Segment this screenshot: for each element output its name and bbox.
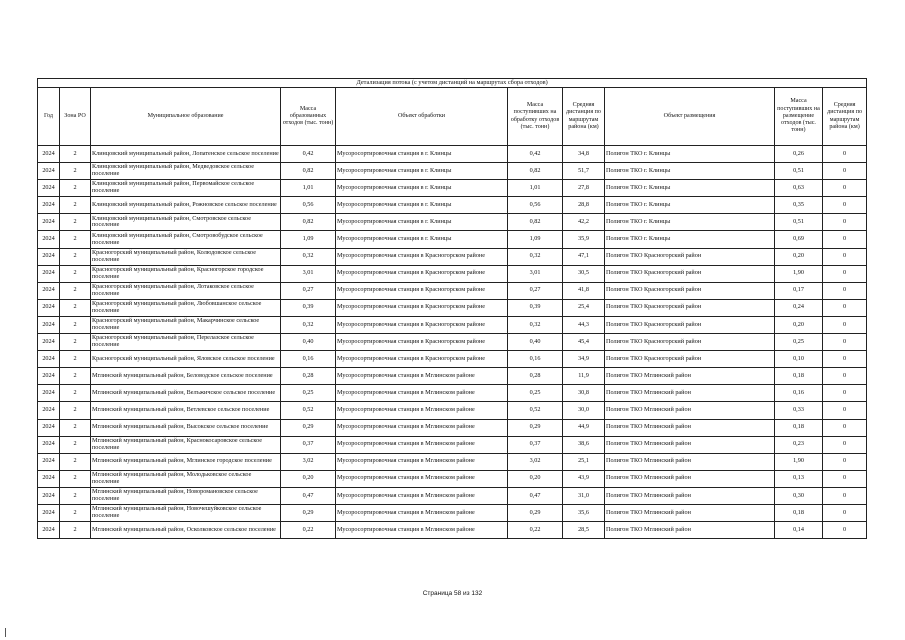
cell-disposal-object: Полигон ТКО Мглинский район: [605, 368, 775, 385]
cell-municipality: Красногорский муниципальный район, Любовшанское сельское поселение: [91, 299, 281, 316]
cell-year: 2024: [38, 487, 60, 504]
cell-mass-to-processing: 0,37: [508, 436, 563, 453]
table-row: [38, 504, 867, 521]
cell-year: 2024: [38, 282, 60, 299]
cell-municipality: Мглинский муниципальный район, Ветлевское сельское поселение: [91, 402, 281, 419]
cell-mass-generated: 0,22: [281, 522, 336, 539]
cell-mass-generated: 0,16: [281, 351, 336, 368]
cell-avg-distance-route: 28,8: [563, 197, 605, 214]
cell-mass-generated: 0,82: [281, 214, 336, 231]
cell-mass-to-processing: 0,32: [508, 316, 563, 333]
page-number: Страница 58 из 132: [422, 590, 483, 597]
cell-municipality: Клинцовский муниципальный район, Рожновское сельское поселение: [91, 197, 281, 214]
cell-disposal-object: Полигон ТКО г. Клинцы: [605, 231, 775, 248]
cell-mass-generated: 0,25: [281, 385, 336, 402]
table-row: [38, 146, 867, 163]
cell-mass-generated: 0,40: [281, 334, 336, 351]
cell-mass-to-processing: 0,20: [508, 470, 563, 487]
cell-mass-to-disposal: 0,16: [775, 385, 823, 402]
edge-mark: [5, 628, 6, 637]
cell-processing-object: Мусоросортировочная станция в Красногорском районе: [336, 282, 508, 299]
header-disposal-object: Объект размещения: [605, 88, 775, 146]
waste-flow-table: [37, 78, 867, 539]
cell-municipality: Красногорский муниципальный район, Яловское сельское поселение: [91, 351, 281, 368]
cell-municipality: Мглинский муниципальный район, Краснокосаровское сельское поселение: [91, 436, 281, 453]
cell-avg-distance-disposal: 0: [823, 402, 867, 419]
cell-mass-generated: 0,52: [281, 402, 336, 419]
cell-disposal-object: Полигон ТКО Мглинский район: [605, 385, 775, 402]
cell-avg-distance-route: 38,6: [563, 436, 605, 453]
cell-avg-distance-route: 30,0: [563, 402, 605, 419]
cell-disposal-object: Полигон ТКО Мглинский район: [605, 453, 775, 470]
cell-municipality: Красногорский муниципальный район, Красногорское городское поселение: [91, 265, 281, 282]
cell-year: 2024: [38, 248, 60, 265]
cell-avg-distance-route: 42,2: [563, 214, 605, 231]
cell-disposal-object: Полигон ТКО Мглинский район: [605, 470, 775, 487]
cell-zone: 2: [60, 487, 91, 504]
cell-municipality: Клинцовский муниципальный район, Медведовское сельское поселение: [91, 163, 281, 180]
cell-mass-to-disposal: 0,18: [775, 368, 823, 385]
cell-mass-generated: 0,32: [281, 316, 336, 333]
cell-avg-distance-route: 30,5: [563, 265, 605, 282]
cell-mass-to-processing: 0,25: [508, 385, 563, 402]
cell-avg-distance-disposal: 0: [823, 487, 867, 504]
cell-year: 2024: [38, 334, 60, 351]
cell-avg-distance-route: 27,8: [563, 180, 605, 197]
cell-mass-to-disposal: 0,30: [775, 487, 823, 504]
cell-year: 2024: [38, 436, 60, 453]
cell-processing-object: Мусоросортировочная станция в Красногорском районе: [336, 316, 508, 333]
cell-disposal-object: Полигон ТКО Мглинский район: [605, 436, 775, 453]
header-year: Год: [38, 88, 60, 146]
cell-avg-distance-route: 44,3: [563, 316, 605, 333]
cell-mass-generated: 0,20: [281, 470, 336, 487]
cell-year: 2024: [38, 419, 60, 436]
table-row: [38, 265, 867, 282]
cell-disposal-object: Полигон ТКО Мглинский район: [605, 402, 775, 419]
cell-processing-object: Мусоросортировочная станция в Красногорском районе: [336, 248, 508, 265]
cell-mass-to-disposal: 0,33: [775, 402, 823, 419]
table-body: [38, 146, 867, 539]
cell-mass-to-disposal: 0,20: [775, 316, 823, 333]
cell-mass-generated: 0,82: [281, 163, 336, 180]
cell-mass-to-processing: 0,52: [508, 402, 563, 419]
cell-mass-to-disposal: 0,24: [775, 299, 823, 316]
cell-disposal-object: Полигон ТКО г. Клинцы: [605, 180, 775, 197]
cell-mass-to-disposal: 0,26: [775, 146, 823, 163]
cell-processing-object: Мусоросортировочная станция в Мглинском районе: [336, 470, 508, 487]
cell-processing-object: Мусоросортировочная станция в Мглинском районе: [336, 453, 508, 470]
cell-zone: 2: [60, 385, 91, 402]
table-row: [38, 522, 867, 539]
cell-avg-distance-route: 30,8: [563, 385, 605, 402]
table-row: [38, 197, 867, 214]
cell-mass-generated: 0,32: [281, 248, 336, 265]
cell-mass-generated: 1,09: [281, 231, 336, 248]
cell-zone: 2: [60, 180, 91, 197]
header-mass-to-processing: Масса поступивших на обработку отходов (тыс. тонн): [508, 88, 563, 146]
cell-municipality: Мглинский муниципальный район, Велъжичское сельское поселение: [91, 385, 281, 402]
cell-processing-object: Мусоросортировочная станция в Мглинском районе: [336, 504, 508, 521]
table-row: [38, 385, 867, 402]
cell-mass-to-disposal: 0,10: [775, 351, 823, 368]
table-row: [38, 316, 867, 333]
table-row: [38, 334, 867, 351]
cell-zone: 2: [60, 231, 91, 248]
cell-disposal-object: Полигон ТКО Красногорский район: [605, 316, 775, 333]
header-avg-distance-route: Средняя дистанция по маршрутам района (км): [563, 88, 605, 146]
cell-avg-distance-route: 35,9: [563, 231, 605, 248]
cell-processing-object: Мусоросортировочная станция в Красногорском районе: [336, 334, 508, 351]
cell-processing-object: Мусоросортировочная станция в г. Клинцы: [336, 146, 508, 163]
cell-mass-to-processing: 0,40: [508, 334, 563, 351]
cell-mass-generated: 0,42: [281, 146, 336, 163]
cell-zone: 2: [60, 282, 91, 299]
data-table-container: [37, 78, 866, 539]
cell-processing-object: Мусоросортировочная станция в Мглинском районе: [336, 419, 508, 436]
cell-municipality: Мглинский муниципальный район, Новоромановское сельское поселение: [91, 487, 281, 504]
cell-mass-to-disposal: 0,51: [775, 214, 823, 231]
cell-municipality: Красногорский муниципальный район, Перелазское сельское поселение: [91, 334, 281, 351]
cell-avg-distance-disposal: 0: [823, 436, 867, 453]
cell-mass-to-disposal: 1,90: [775, 453, 823, 470]
cell-avg-distance-disposal: 0: [823, 368, 867, 385]
cell-municipality: Клинцовский муниципальный район, Лопатенское сельское поселение: [91, 146, 281, 163]
table-row: [38, 231, 867, 248]
cell-disposal-object: Полигон ТКО Мглинский район: [605, 419, 775, 436]
cell-disposal-object: Полигон ТКО Мглинский район: [605, 504, 775, 521]
cell-year: 2024: [38, 299, 60, 316]
cell-mass-to-processing: 3,01: [508, 265, 563, 282]
cell-zone: 2: [60, 299, 91, 316]
cell-avg-distance-route: 45,4: [563, 334, 605, 351]
header-avg-distance-disposal: Средняя дистанция по маршрутам района (км): [823, 88, 867, 146]
cell-year: 2024: [38, 316, 60, 333]
table-row: [38, 282, 867, 299]
cell-zone: 2: [60, 197, 91, 214]
cell-avg-distance-disposal: 0: [823, 522, 867, 539]
cell-processing-object: Мусоросортировочная станция в Мглинском районе: [336, 385, 508, 402]
table-row: [38, 180, 867, 197]
cell-processing-object: Мусоросортировочная станция в г. Клинцы: [336, 163, 508, 180]
cell-zone: 2: [60, 436, 91, 453]
cell-year: 2024: [38, 146, 60, 163]
cell-mass-generated: 0,56: [281, 197, 336, 214]
cell-disposal-object: Полигон ТКО Мглинский район: [605, 487, 775, 504]
cell-mass-to-processing: 0,32: [508, 248, 563, 265]
cell-zone: 2: [60, 316, 91, 333]
cell-zone: 2: [60, 146, 91, 163]
cell-mass-generated: 3,02: [281, 453, 336, 470]
cell-mass-to-processing: 0,16: [508, 351, 563, 368]
cell-year: 2024: [38, 231, 60, 248]
cell-avg-distance-disposal: 0: [823, 231, 867, 248]
cell-mass-generated: 0,37: [281, 436, 336, 453]
cell-avg-distance-route: 34,8: [563, 146, 605, 163]
cell-avg-distance-disposal: 0: [823, 470, 867, 487]
cell-mass-to-disposal: 0,20: [775, 248, 823, 265]
cell-processing-object: Мусоросортировочная станция в г. Клинцы: [336, 231, 508, 248]
cell-avg-distance-route: 28,5: [563, 522, 605, 539]
cell-disposal-object: Полигон ТКО Красногорский район: [605, 351, 775, 368]
cell-disposal-object: Полигон ТКО г. Клинцы: [605, 214, 775, 231]
cell-municipality: Клинцовский муниципальный район, Смотровское сельское поселение: [91, 214, 281, 231]
cell-disposal-object: Полигон ТКО Красногорский район: [605, 248, 775, 265]
cell-mass-to-processing: 0,29: [508, 419, 563, 436]
header-municipality: Муниципальное образование: [91, 88, 281, 146]
cell-year: 2024: [38, 197, 60, 214]
table-row: [38, 299, 867, 316]
cell-processing-object: Мусоросортировочная станция в Мглинском районе: [336, 402, 508, 419]
cell-avg-distance-disposal: 0: [823, 197, 867, 214]
cell-avg-distance-disposal: 0: [823, 180, 867, 197]
table-row: [38, 453, 867, 470]
cell-zone: 2: [60, 522, 91, 539]
cell-avg-distance-route: 51,7: [563, 163, 605, 180]
table-row: [38, 214, 867, 231]
cell-municipality: Красногорский муниципальный район, Лотаковское сельское поселение: [91, 282, 281, 299]
cell-disposal-object: Полигон ТКО г. Клинцы: [605, 163, 775, 180]
header-processing-object: Объект обработки: [336, 88, 508, 146]
cell-zone: 2: [60, 504, 91, 521]
cell-mass-to-disposal: 0,18: [775, 504, 823, 521]
cell-zone: 2: [60, 419, 91, 436]
table-row: [38, 368, 867, 385]
cell-avg-distance-route: 44,9: [563, 419, 605, 436]
cell-zone: 2: [60, 351, 91, 368]
cell-mass-to-processing: 0,39: [508, 299, 563, 316]
cell-processing-object: Мусоросортировочная станция в г. Клинцы: [336, 197, 508, 214]
table-banner: Детализация потока (с учетом дистанций на маршрутах сбора отходов): [38, 79, 867, 88]
cell-disposal-object: Полигон ТКО Красногорский район: [605, 299, 775, 316]
cell-disposal-object: Полигон ТКО г. Клинцы: [605, 197, 775, 214]
header-zone: Зона РО: [60, 88, 91, 146]
cell-year: 2024: [38, 180, 60, 197]
cell-zone: 2: [60, 334, 91, 351]
cell-mass-to-disposal: 0,14: [775, 522, 823, 539]
cell-mass-to-processing: 0,22: [508, 522, 563, 539]
cell-mass-to-processing: 0,47: [508, 487, 563, 504]
cell-municipality: Мглинский муниципальный район, Беловодское сельское поселение: [91, 368, 281, 385]
cell-avg-distance-disposal: 0: [823, 334, 867, 351]
table-row: [38, 487, 867, 504]
cell-year: 2024: [38, 504, 60, 521]
cell-disposal-object: Полигон ТКО Красногорский район: [605, 334, 775, 351]
cell-avg-distance-route: 11,9: [563, 368, 605, 385]
cell-mass-generated: 0,27: [281, 282, 336, 299]
cell-year: 2024: [38, 522, 60, 539]
cell-avg-distance-disposal: 0: [823, 163, 867, 180]
cell-mass-to-processing: 0,82: [508, 163, 563, 180]
cell-year: 2024: [38, 265, 60, 282]
table-row: [38, 470, 867, 487]
cell-avg-distance-disposal: 0: [823, 351, 867, 368]
cell-mass-to-processing: 0,29: [508, 504, 563, 521]
cell-disposal-object: Полигон ТКО г. Клинцы: [605, 146, 775, 163]
cell-avg-distance-disposal: 0: [823, 453, 867, 470]
cell-mass-to-processing: 0,56: [508, 197, 563, 214]
cell-avg-distance-disposal: 0: [823, 316, 867, 333]
cell-avg-distance-disposal: 0: [823, 214, 867, 231]
table-row: [38, 248, 867, 265]
cell-disposal-object: Полигон ТКО Красногорский район: [605, 265, 775, 282]
cell-mass-to-disposal: 1,90: [775, 265, 823, 282]
cell-zone: 2: [60, 470, 91, 487]
cell-zone: 2: [60, 368, 91, 385]
cell-mass-generated: 0,28: [281, 368, 336, 385]
cell-processing-object: Мусоросортировочная станция в Красногорском районе: [336, 299, 508, 316]
table-row: [38, 419, 867, 436]
cell-avg-distance-disposal: 0: [823, 504, 867, 521]
cell-processing-object: Мусоросортировочная станция в Мглинском районе: [336, 436, 508, 453]
cell-municipality: Мглинский муниципальный район, Новочешуйковское сельское поселение: [91, 504, 281, 521]
cell-processing-object: Мусоросортировочная станция в Красногорском районе: [336, 351, 508, 368]
cell-year: 2024: [38, 368, 60, 385]
cell-mass-generated: 1,01: [281, 180, 336, 197]
cell-avg-distance-route: 34,9: [563, 351, 605, 368]
cell-disposal-object: Полигон ТКО Мглинский район: [605, 522, 775, 539]
cell-municipality: Мглинский муниципальный район, Мглинское городское поселение: [91, 453, 281, 470]
cell-zone: 2: [60, 265, 91, 282]
cell-mass-to-processing: 1,09: [508, 231, 563, 248]
cell-municipality: Красногорский муниципальный район, Макарчинское сельское поселение: [91, 316, 281, 333]
cell-avg-distance-disposal: 0: [823, 248, 867, 265]
cell-mass-to-processing: 0,27: [508, 282, 563, 299]
cell-mass-to-disposal: 0,13: [775, 470, 823, 487]
cell-mass-to-processing: 3,02: [508, 453, 563, 470]
cell-zone: 2: [60, 214, 91, 231]
cell-avg-distance-route: 47,1: [563, 248, 605, 265]
header-mass-to-disposal: Масса поступивших на размещение отходов (тыс. тонн): [775, 88, 823, 146]
cell-zone: 2: [60, 402, 91, 419]
cell-year: 2024: [38, 402, 60, 419]
cell-mass-to-disposal: 0,51: [775, 163, 823, 180]
cell-avg-distance-route: 35,6: [563, 504, 605, 521]
cell-disposal-object: Полигон ТКО Красногорский район: [605, 282, 775, 299]
table-row: [38, 436, 867, 453]
cell-mass-to-disposal: 0,63: [775, 180, 823, 197]
cell-mass-to-processing: 0,28: [508, 368, 563, 385]
cell-mass-generated: 0,39: [281, 299, 336, 316]
cell-avg-distance-route: 43,9: [563, 470, 605, 487]
cell-mass-to-processing: 1,01: [508, 180, 563, 197]
cell-processing-object: Мусоросортировочная станция в г. Клинцы: [336, 180, 508, 197]
table-row: [38, 351, 867, 368]
cell-mass-to-disposal: 0,18: [775, 419, 823, 436]
cell-avg-distance-route: 31,0: [563, 487, 605, 504]
cell-processing-object: Мусоросортировочная станция в г. Клинцы: [336, 214, 508, 231]
cell-year: 2024: [38, 470, 60, 487]
cell-year: 2024: [38, 385, 60, 402]
cell-mass-to-disposal: 0,23: [775, 436, 823, 453]
cell-mass-to-disposal: 0,69: [775, 231, 823, 248]
cell-municipality: Мглинский муниципальный район, Молодьковское сельское поселение: [91, 470, 281, 487]
cell-mass-to-processing: 0,42: [508, 146, 563, 163]
cell-municipality: Мглинский муниципальный район, Высокское сельское поселение: [91, 419, 281, 436]
cell-mass-to-disposal: 0,17: [775, 282, 823, 299]
cell-municipality: Клинцовский муниципальный район, Первомайское сельское поселение: [91, 180, 281, 197]
table-row: [38, 402, 867, 419]
cell-avg-distance-route: 25,4: [563, 299, 605, 316]
cell-processing-object: Мусоросортировочная станция в Мглинском районе: [336, 368, 508, 385]
cell-processing-object: Мусоросортировочная станция в Красногорском районе: [336, 265, 508, 282]
cell-avg-distance-disposal: 0: [823, 419, 867, 436]
cell-mass-generated: 0,29: [281, 504, 336, 521]
cell-year: 2024: [38, 214, 60, 231]
cell-municipality: Клинцовский муниципальный район, Смотровобудское сельское поселение: [91, 231, 281, 248]
cell-zone: 2: [60, 248, 91, 265]
cell-year: 2024: [38, 163, 60, 180]
cell-zone: 2: [60, 163, 91, 180]
cell-mass-generated: 0,47: [281, 487, 336, 504]
cell-year: 2024: [38, 453, 60, 470]
cell-mass-generated: 0,29: [281, 419, 336, 436]
cell-avg-distance-disposal: 0: [823, 385, 867, 402]
cell-mass-generated: 3,01: [281, 265, 336, 282]
cell-avg-distance-disposal: 0: [823, 299, 867, 316]
cell-avg-distance-route: 41,8: [563, 282, 605, 299]
cell-mass-to-disposal: 0,25: [775, 334, 823, 351]
header-mass-generated: Масса образованных отходов (тыс. тонн): [281, 88, 336, 146]
cell-mass-to-processing: 0,82: [508, 214, 563, 231]
cell-municipality: Мглинский муниципальный район, Осколковское сельское поселение: [91, 522, 281, 539]
cell-processing-object: Мусоросортировочная станция в Мглинском районе: [336, 487, 508, 504]
cell-municipality: Красногорский муниципальный район, Колюдовское сельское поселение: [91, 248, 281, 265]
table-row: [38, 163, 867, 180]
cell-processing-object: Мусоросортировочная станция в Мглинском районе: [336, 522, 508, 539]
cell-avg-distance-disposal: 0: [823, 265, 867, 282]
cell-mass-to-disposal: 0,35: [775, 197, 823, 214]
cell-avg-distance-route: 25,1: [563, 453, 605, 470]
cell-zone: 2: [60, 453, 91, 470]
cell-year: 2024: [38, 351, 60, 368]
cell-avg-distance-disposal: 0: [823, 282, 867, 299]
cell-avg-distance-disposal: 0: [823, 146, 867, 163]
